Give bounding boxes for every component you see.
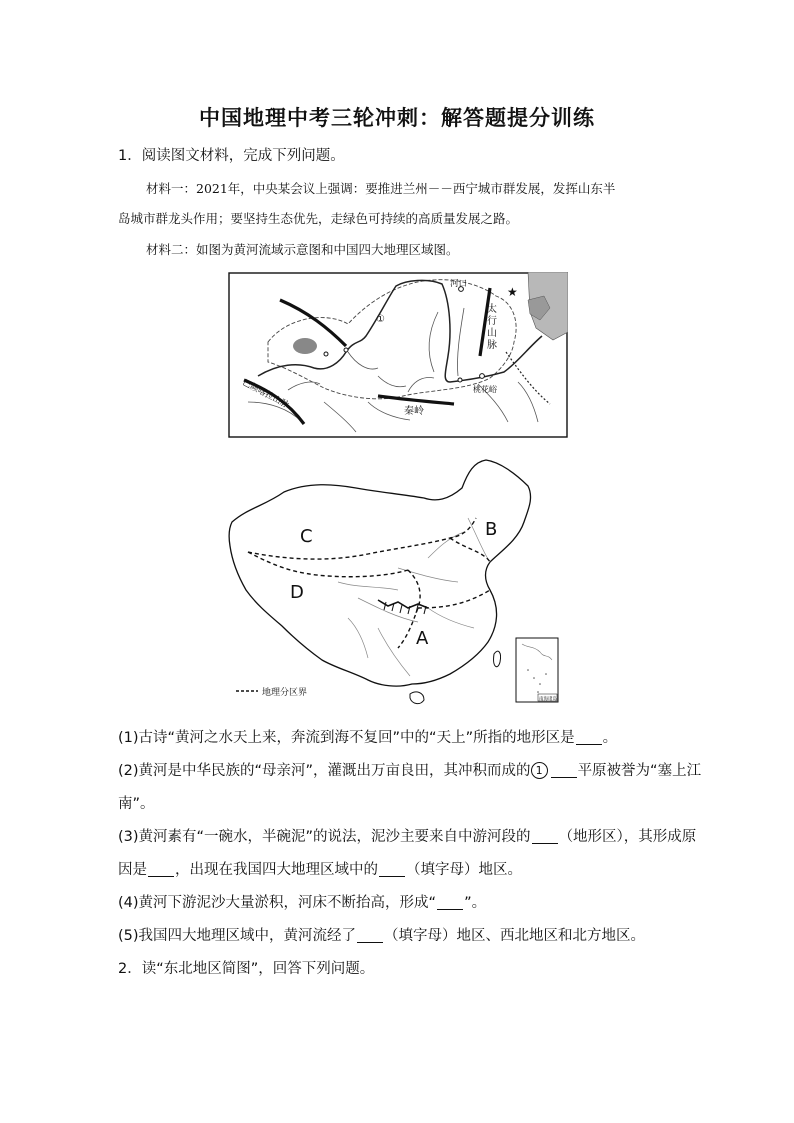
- subquestion-2-text: (2)黄河是中华民族的“母亲河”，灌溉出万亩良田，其冲积而成的: [118, 763, 531, 779]
- subquestion-2-line-2: 南”。: [118, 796, 155, 812]
- subquestion-3-line-2-start: 因是: [118, 862, 147, 878]
- inset-label: 南海诸岛: [539, 697, 557, 702]
- subquestion-3-text-after: （地形区），其形成原: [558, 829, 697, 845]
- subquestion-4-end: ”。: [464, 895, 487, 911]
- label-taihang-3: 山: [487, 328, 497, 339]
- subquestion-2-text-after: 平原被誉为“塞上江: [577, 763, 702, 779]
- subquestion-3: [118, 825, 696, 846]
- material-1-line-2: 岛城市群龙头作用；要坚持生态优先，走绿色可持续的高质量发展之路。: [118, 211, 519, 226]
- subquestion-4-text: (4)黄河下游泥沙大量淤积，河床不断抬高，形成“: [118, 895, 437, 911]
- subquestion-4: [118, 891, 486, 912]
- label-taihang-1: 太: [487, 304, 497, 315]
- subquestion-2: [118, 759, 701, 780]
- china-regions-map: [228, 458, 568, 708]
- page-title: 中国地理中考三轮冲刺：解答题提分训练: [199, 106, 595, 130]
- label-taihang-2: 行: [487, 316, 497, 327]
- label-qinling: 秦岭: [404, 406, 424, 417]
- subquestion-5: [118, 924, 645, 945]
- answer-blank[interactable]: [357, 928, 383, 944]
- question-2-stem: 2．读“东北地区简图”，回答下列问题。: [118, 961, 375, 977]
- label-taihang-4: 脉: [487, 340, 497, 351]
- answer-blank[interactable]: [576, 730, 602, 746]
- subquestion-1-text: (1)古诗“黄河之水天上来，奔流到海不复回”中的“天上”所指的地形区是: [118, 730, 575, 746]
- answer-blank[interactable]: [379, 862, 405, 878]
- region-label-C: C: [300, 526, 313, 547]
- south-china-sea-inset: [516, 638, 558, 702]
- label-circle-1: ①: [376, 314, 385, 325]
- answer-blank[interactable]: [532, 829, 558, 845]
- question-1-stem: 1．阅读图文材料，完成下列问题。: [118, 148, 345, 164]
- answer-blank[interactable]: [148, 862, 174, 878]
- answer-blank[interactable]: [437, 895, 463, 911]
- region-label-D: D: [290, 582, 304, 603]
- material-2: 材料二：如图为黄河流域示意图和中国四大地理区域图。: [146, 242, 459, 257]
- subquestion-3-line-2-end: （填字母）地区。: [406, 862, 522, 878]
- subquestion-5-text: (5)我国四大地理区域中，黄河流经了: [118, 928, 357, 944]
- legend-label: 地理分区界: [262, 688, 308, 698]
- region-label-A: A: [416, 628, 429, 649]
- label-bayan-har-mountains: 巴颜喀拉山脉: [240, 377, 291, 411]
- subquestion-3-line-2: [118, 858, 522, 879]
- subquestion-1-end: 。: [602, 730, 618, 746]
- yellow-river-basin-map: [228, 272, 568, 438]
- capital-star-icon: ★: [507, 285, 518, 299]
- subquestion-5-text-after: （填字母）地区、西北地区和北方地区。: [384, 928, 646, 944]
- answer-blank[interactable]: [551, 763, 577, 779]
- label-hekou: 河口: [450, 279, 468, 289]
- subquestion-1: [118, 726, 617, 747]
- subquestion-3-line-2-middle: ，出现在我国四大地理区域中的: [175, 862, 378, 878]
- material-1-line-1: 材料一：2021年，中央某会议上强调：要推进兰州－－西宁城市群发展，发挥山东半: [146, 181, 616, 196]
- label-taohuayu: 桃花峪: [473, 385, 497, 394]
- circled-number-1: 1: [531, 762, 548, 779]
- subquestion-3-text: (3)黄河素有“一碗水，半碗泥”的说法，泥沙主要来自中游河段的: [118, 829, 531, 845]
- region-label-B: B: [485, 519, 498, 540]
